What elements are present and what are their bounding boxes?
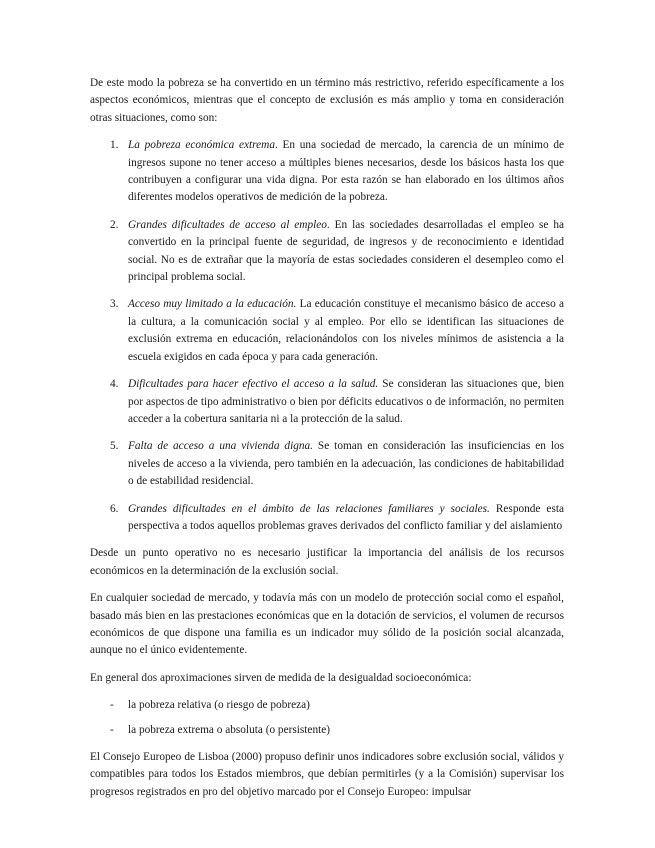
list-number: 5. <box>110 440 119 453</box>
list-item-text: Responde esta perspectiva a todos aquellos problemas graves derivados del conflicto familiar y del aislamiento <box>128 502 564 532</box>
list-item-heading: La pobreza económica extrema <box>128 139 275 152</box>
list-item <box>90 501 564 536</box>
list-item <box>90 697 564 714</box>
intro-paragraph: De este modo la pobreza se ha convertido en un término más restrictivo, referido específicamente a los aspectos económicos, mientras que el concepto de exclusión es más amplio y toma en consideración otras situaciones, como son: <box>90 77 564 124</box>
operativo-paragraph: Desde un punto operativo no es necesario justificar la importancia del análisis de los recursos económicos en la determinación de la exclusión social. <box>90 547 564 577</box>
list-item-heading: Grandes dificultades de acceso al empleo <box>128 218 327 231</box>
aproximaciones-list <box>90 697 564 739</box>
list-item <box>90 296 564 366</box>
list-item <box>90 722 564 739</box>
list-item-heading: Dificultades para hacer efectivo el acceso a la salud. <box>128 378 379 391</box>
list-item-text: la pobreza relativa (o riesgo de pobreza) <box>128 699 310 712</box>
list-dash: - <box>110 699 114 712</box>
list-item-heading: Falta de acceso a una vivienda digna. <box>128 440 313 453</box>
list-number: 4. <box>110 378 119 391</box>
list-item-text: Se consideran las situaciones que, bien por aspectos de tipo administrativo o bien por déficits educativos o de información, no permiten acceder a la cobertura sanitaria ni a la protección de la salud. <box>128 378 564 425</box>
lisboa-paragraph: El Consejo Europeo de Lisboa (2000) propuso definir unos indicadores sobre exclusión social, válidos y compatibles para todos los Estados miembros, que debían permitirles (y a la Comisión) supervisar los progresos registrados en pro del objetivo marcado por el Consejo Europeo: impulsar <box>90 751 564 798</box>
list-item <box>90 376 564 428</box>
list-item-heading: Grandes dificultades en el ámbito de las relaciones familiares y sociales. <box>128 502 490 515</box>
list-number: 3. <box>110 298 119 311</box>
list-item-text: La educación constituye el mecanismo básico de acceso a la cultura, a la comunicación social y al empleo. Por ello se identifican las situaciones de exclusión extrema en educación, relacionándolos con los niveles mínimos de asistencia a la escuela exigidos en cada época y para cada generación. <box>128 298 564 363</box>
list-item-heading: Acceso muy limitado a la educación. <box>128 298 297 311</box>
exclusion-situations-list <box>90 137 564 535</box>
list-item-text: la pobreza extrema o absoluta (o persistente) <box>128 723 331 736</box>
list-number: 2. <box>110 218 119 231</box>
list-item-text: . En una sociedad de mercado, la carencia de un mínimo de ingresos supone no tener acceso a múltiples bienes necesarios, desde los básicos hasta los que contribuyen a configurar una vida digna. Por esta razón se han elaborado en los últimos años diferentes modelos operativos de medición de la pobreza. <box>128 139 564 204</box>
aproximaciones-paragraph: En general dos aproximaciones sirven de medida de la desigualdad socioeconómica: <box>90 671 472 684</box>
list-number: 1. <box>110 139 119 152</box>
list-item <box>90 217 564 287</box>
list-item <box>90 137 564 207</box>
list-item <box>90 438 564 490</box>
page-body <box>90 75 564 811</box>
list-dash: - <box>110 723 114 736</box>
list-item-text: . En las sociedades desarrolladas el empleo se ha convertido en la principal fuente de seguridad, de ingresos y de reconocimiento e identidad social. No es de extrañar que la mayoría de estas sociedades consideren el desempleo como el principal problema social. <box>128 218 564 284</box>
mercado-paragraph: En cualquier sociedad de mercado, y todavía más con un modelo de protección social como el español, basado más bien en las prestaciones económicas que en la dotación de servicios, el volumen de recursos económicos de que dispone una familia es un indicador muy sólido de la posición social alcanzada, aunque no el único evidentemente. <box>90 592 564 657</box>
list-number: 6. <box>110 502 119 515</box>
list-item-text: Se toman en consideración las insuficiencias en los niveles de acceso a la vivienda, pero también en la adecuación, las condiciones de habitabilidad o de estabilidad residencial. <box>128 440 565 488</box>
